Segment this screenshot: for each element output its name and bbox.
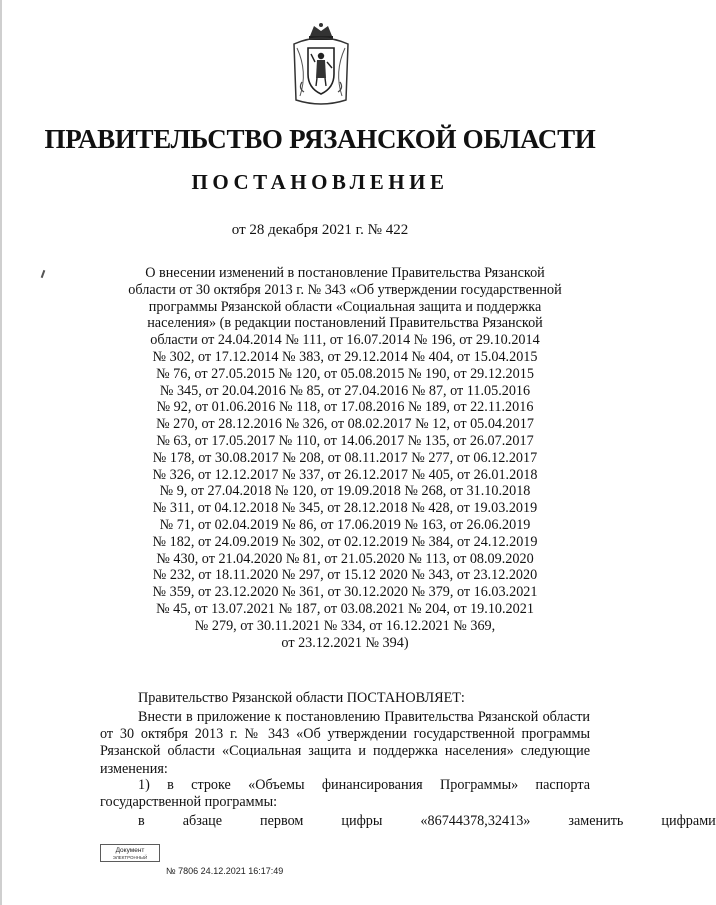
resolution-clause: Правительство Рязанской области ПОСТАНОВЛЯЕТ: [138,690,465,706]
subject-line: № 92, от 01.06.2016 № 118, от 17.08.2016 № 189, от 22.11.2016 [156,399,534,416]
amendment-item-1a [100,813,716,830]
subject-line: области от 24.04.2014 № 111, от 16.07.2014 № 196, от 29.10.2014 [150,332,540,349]
word: абзаце [182,813,223,829]
government-title: ПРАВИТЕЛЬСТВО РЯЗАНСКОЙ ОБЛАСТИ [44,124,596,154]
subject-line: № 279, от 30.11.2021 № 334, от 16.12.2021 № 369, [194,617,496,634]
subject-line: № 270, от 28.12.2016 № 326, от 08.02.2017 № 12, от 05.04.2017 [156,416,534,433]
subject-line: программы Рязанской области «Социальная защита и поддержка [148,298,542,315]
word: заменить [568,813,624,829]
document-subject [98,265,592,651]
subject-line: № 9, от 27.04.2018 № 120, от 19.09.2018 № 268, от 31.10.2018 [159,483,531,500]
stamp-subtitle: ЭЛЕКТРОННЫЙ [112,855,148,860]
subject-line: № 345, от 20.04.2016 № 85, от 27.04.2016 № 87, от 11.05.2016 [159,382,531,399]
amendment-intro: Внести в приложение к постановлению Правительства Рязанской области от 30 октября 2013 г. № 343 «Об утверждении государственной программы Рязанской области «Социальная защита и поддержка населения» следующие изменения: [100,709,590,777]
subject-line: № 359, от 23.12.2020 № 361, от 30.12.2020 № 379, от 16.03.2021 [152,584,538,601]
subject-line: № 430, от 21.04.2020 № 81, от 21.05.2020 № 113, от 08.09.2020 [156,550,534,567]
subject-line: № 182, от 24.09.2019 № 302, от 02.12.2019 № 384, от 24.12.2019 [152,533,538,550]
word: первом [260,813,304,829]
subject-line: населения» (в редакции постановлений Правительства Рязанской [147,315,543,332]
registration-footer: № 7806 24.12.2021 16:17:49 [166,866,284,876]
electronic-document-stamp [100,844,160,862]
subject-line: О внесении изменений в постановление Правительства Рязанской [145,265,545,281]
amendment-item-1: 1) в строке «Объемы финансирования Программы» паспорта государственной программы: [100,777,590,811]
document-type: ПОСТАНОВЛЕНИЕ [191,170,449,194]
subject-line: № 311, от 04.12.2018 № 345, от 28.12.2018 № 428, от 19.03.2019 [152,500,538,517]
subject-line: № 326, от 12.12.2017 № 337, от 26.12.2017 № 405, от 26.01.2018 [152,466,538,483]
subject-line: № 302, от 17.12.2014 № 383, от 29.12.2014 № 404, от 15.04.2015 [152,348,538,365]
subject-line: от 23.12.2021 № 394) [281,634,409,651]
subject-line: № 45, от 13.07.2021 № 187, от 03.08.2021 № 204, от 19.10.2021 [156,600,534,617]
document-date-number: от 28 декабря 2021 г. № 422 [231,222,409,238]
word: «86744378,32413» [420,813,531,829]
subject-line: № 232, от 18.11.2020 № 297, от 15.12 2020 № 343, от 23.12.2020 [152,567,538,584]
word: цифрами [661,813,716,829]
subject-line: № 178, от 30.08.2017 № 208, от 08.11.2017 № 277, от 06.12.2017 [152,449,538,466]
subject-line: № 71, от 02.04.2019 № 86, от 17.06.2019 № 163, от 26.06.2019 [159,516,531,533]
subject-line: № 76, от 27.05.2015 № 120, от 05.08.2015 № 190, от 29.12.2015 [156,365,534,382]
stamp-title: Документ [115,847,145,854]
coat-of-arms-icon [288,22,354,108]
subject-line: области от 30 октября 2013 г. № 343 «Об утверждении государственной [128,281,562,298]
word: в [138,813,145,829]
scan-mark [41,270,46,278]
subject-line: № 63, от 17.05.2017 № 110, от 14.06.2017 № 135, от 26.07.2017 [156,432,534,449]
word: цифры [341,813,383,829]
